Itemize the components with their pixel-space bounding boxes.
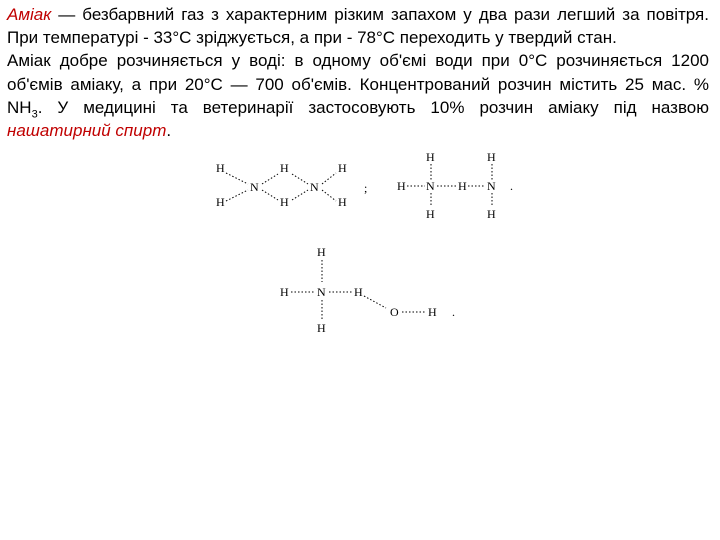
hydrogen-bond: [322, 190, 336, 201]
term-ammonia: Аміак: [7, 5, 52, 24]
text-block: [7, 3, 709, 142]
diagram-chain: [396, 150, 526, 220]
formula-main: NH: [7, 97, 32, 117]
atom-n: N: [426, 179, 435, 193]
usage-text: . У медицині та ветеринарії застосовують 10% розчин аміаку під назвою: [37, 97, 709, 117]
atom-h: H: [338, 161, 347, 175]
atom-h: H: [280, 195, 289, 209]
atom-h: H: [426, 207, 435, 221]
atom-o: O: [390, 305, 399, 319]
hydrogen-bond: [322, 173, 336, 184]
atom-h: H: [216, 161, 225, 175]
atom-h: H: [458, 179, 467, 193]
atom-h: H: [428, 305, 437, 319]
atom-h: H: [397, 179, 406, 193]
atom-h: H: [338, 195, 347, 209]
formula-nh3: [7, 97, 38, 121]
diagram-ammonia-water: [278, 240, 468, 340]
formula-subscript: 3: [31, 108, 38, 121]
atom-n: N: [317, 285, 326, 299]
atom-h: H: [426, 150, 435, 164]
atom-n: N: [250, 180, 259, 194]
hydrogen-bond: [364, 296, 386, 308]
atom-h: H: [317, 321, 326, 335]
hydrogen-bond: [292, 174, 308, 184]
hydrogen-bond: [262, 190, 278, 200]
atom-h: H: [317, 245, 326, 259]
atom-h: H: [354, 285, 363, 299]
hydrogen-bond: [262, 174, 278, 184]
atom-h: H: [487, 207, 496, 221]
atom-h: H: [280, 285, 289, 299]
term-ammonia-spirit: нашатирний спирт: [7, 121, 167, 141]
period: .: [452, 305, 455, 319]
properties-text: — безбарвний газ з характерним різким запахом у два рази легший за повітря. При температурі - 33°С зріджується, а при - 78°С переходить у твердий стан.: [7, 5, 709, 48]
atom-h: H: [216, 195, 225, 209]
hydrogen-bond: [226, 173, 248, 184]
atom-n: N: [310, 180, 319, 194]
paragraph-properties: [7, 3, 709, 49]
atom-h: H: [280, 161, 289, 175]
atom-h: H: [487, 150, 496, 164]
solubility-text: Аміак добре розчиняється у воді: в одному об'ємі води при 0°С розчиняється 1200 об'ємів аміаку, а при 20°С — 700 об'ємів. Концентрований розчин містить 25 мас. %: [7, 51, 709, 94]
hydrogen-bond: [226, 190, 248, 201]
period: .: [510, 179, 513, 193]
semicolon: ;: [364, 181, 368, 195]
paragraph-solubility: [7, 49, 709, 142]
hydrogen-bond: [292, 190, 308, 200]
end-period: .: [166, 121, 172, 141]
atom-n: N: [487, 179, 496, 193]
diagram-dimer: [212, 158, 372, 218]
